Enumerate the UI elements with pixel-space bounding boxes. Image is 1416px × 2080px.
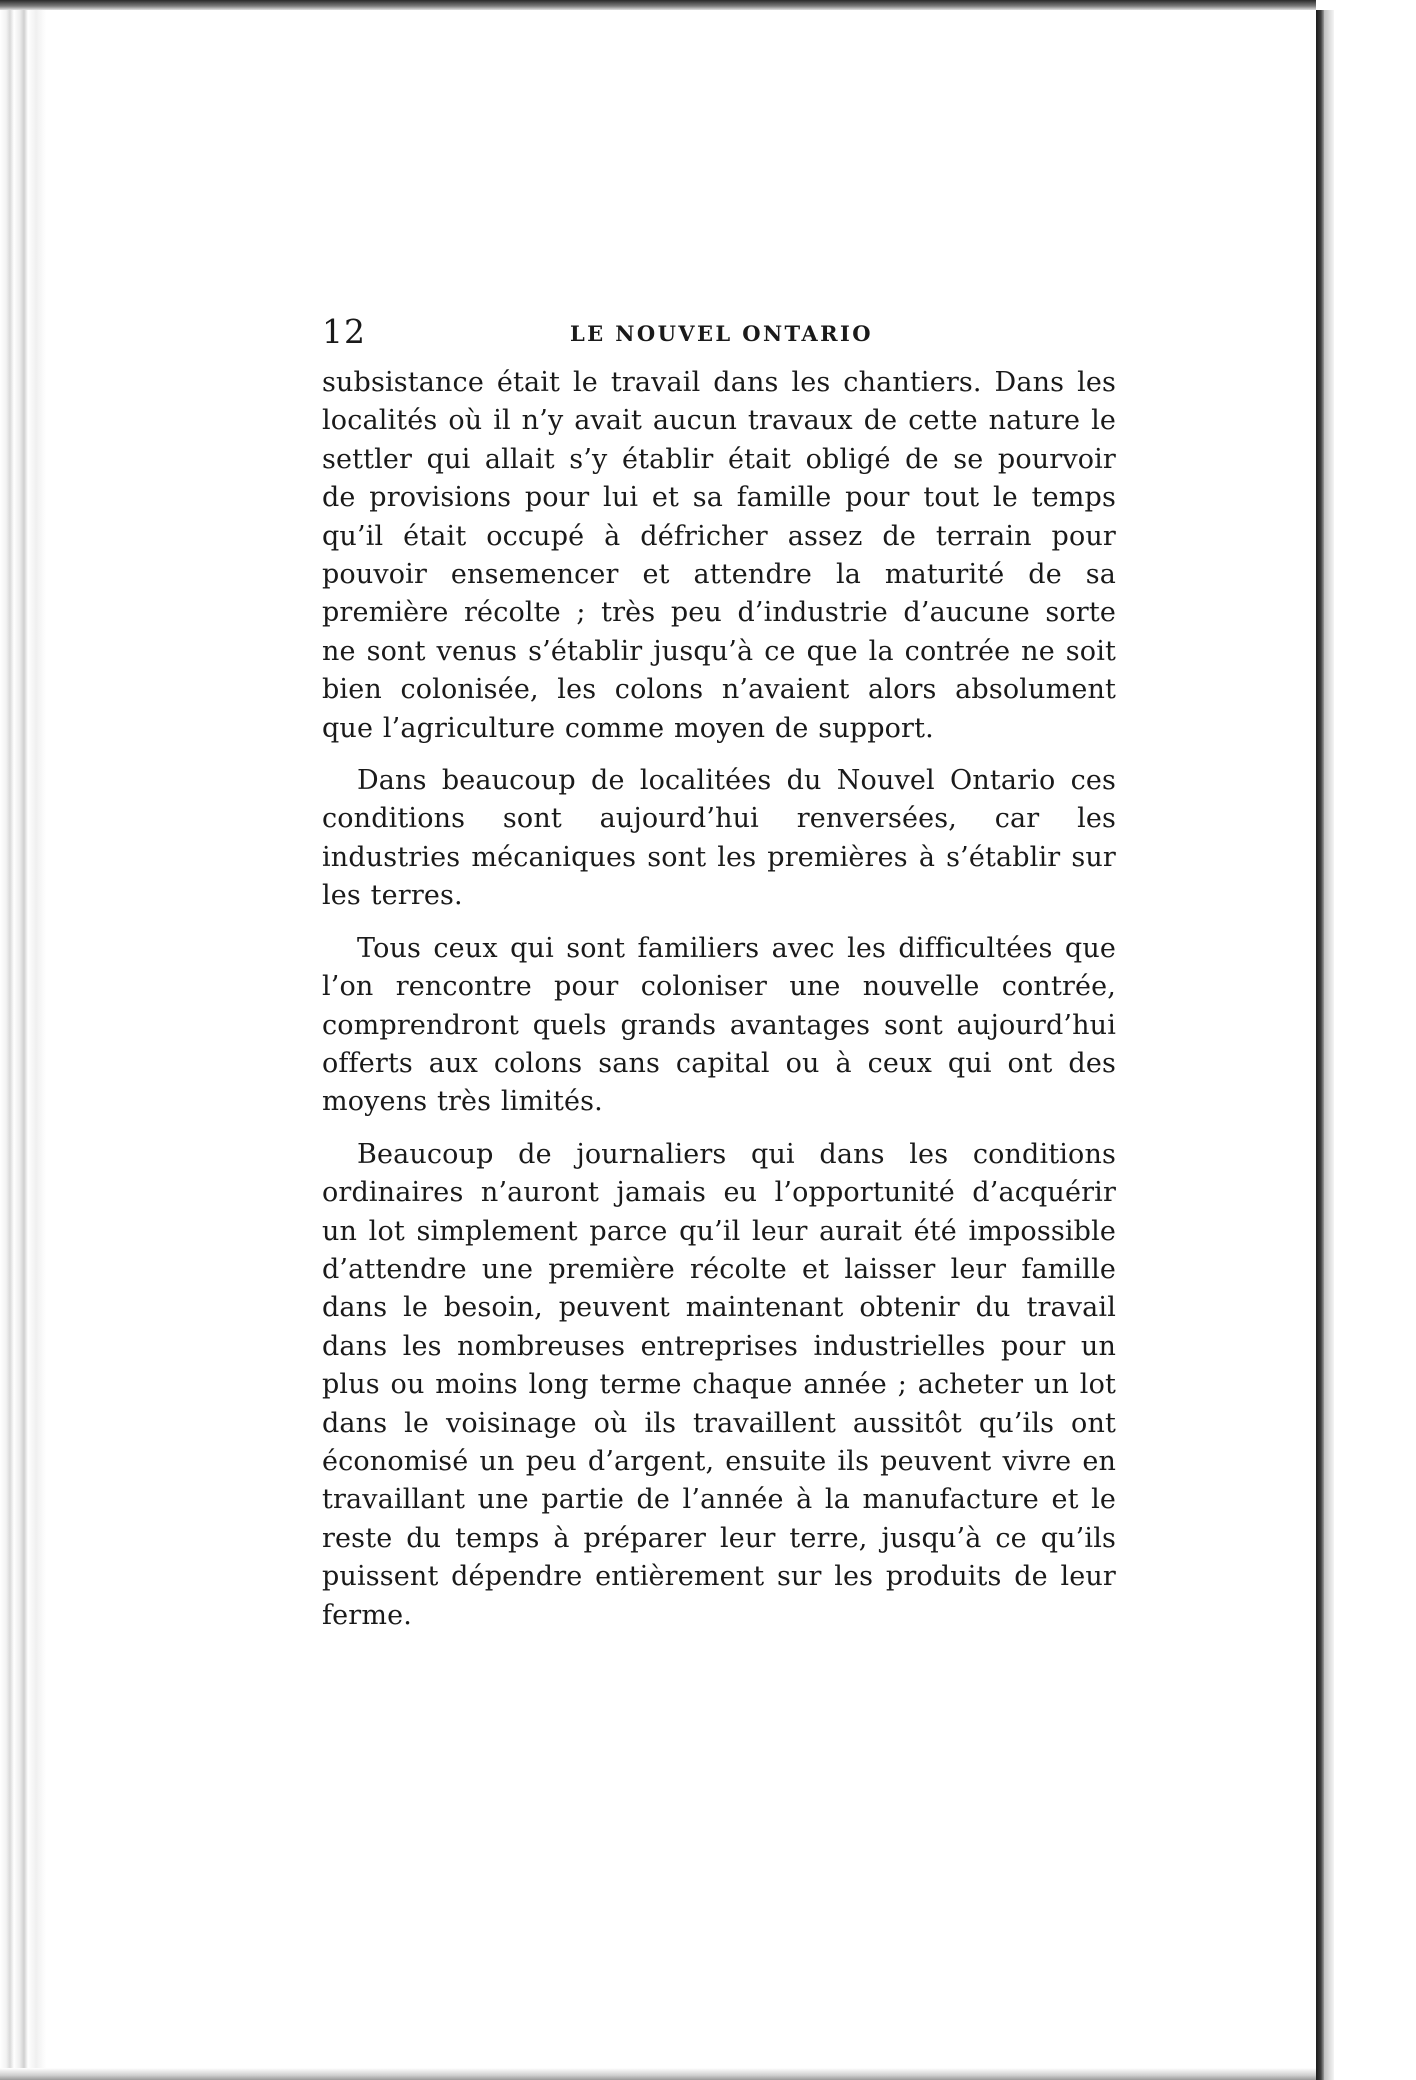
scan-next-page-edge [1324,10,1334,2080]
scan-page-edge-shadow [1316,10,1324,2080]
paragraph: Beaucoup de journaliers qui dans les conditions ordinaires n’auront jamais eu l’opportunité d’acquérir un lot simplement parce qu’il leur aurait été impossible d’attendre une première récolte et laisser leur famille dans le besoin, peuvent maintenant obtenir du travail dans les nombreuses entreprises industrielles pour un plus ou moins long terme chaque année ; acheter un lot dans le voisinage où ils travaillent aussitôt qu’ils ont économisé un peu d’argent, ensuite ils peuvent vivre en travaillant une partie de l’année à la manufacture et le reste du temps à préparer leur terre, jusqu’à ce qu’ils puissent dépendre entièrement sur les produits de leur ferme. [322,1138,1116,1631]
scan-left-margin [0,0,46,2080]
page-body [322,364,1116,1635]
paragraph-continued: subsistance était le travail dans les chantiers. Dans les localités où il n’y avait aucun travaux de cette nature le settler qui allait s’y établir était obligé de se pourvoir de provisions pour lui et sa famille pour tout le temps qu’il était occupé à défricher assez de terrain pour pouvoir ensemencer et attendre la maturité de sa première récolte ; très peu d’industrie d’aucune sorte ne sont venus s’établir jusqu’à ce que la contrée ne soit bien colonisée, les colons n’avaient alors absolument que l’agriculture comme moyen de support. [322,367,1116,744]
paragraph: Tous ceux qui sont familiers avec les difficultées que l’on rencontre pour coloniser une nouvelle contrée, comprendront quels grands avantages sont aujourd’hui offerts aux colons sans capital ou à ceux qui ont des moyens très limités. [322,932,1116,1118]
running-title: LE NOUVEL ONTARIO [570,321,873,346]
paragraph: Dans beaucoup de localitées du Nouvel Ontario ces conditions sont aujourd’hui renversées, car les industries mécaniques sont les premières à s’établir sur les terres. [322,765,1116,912]
scan-top-edge [0,0,1416,10]
running-head [322,312,1116,352]
book-page [322,312,1116,1635]
page-number: 12 [322,312,366,351]
scan-bottom-edge [0,2068,1316,2080]
